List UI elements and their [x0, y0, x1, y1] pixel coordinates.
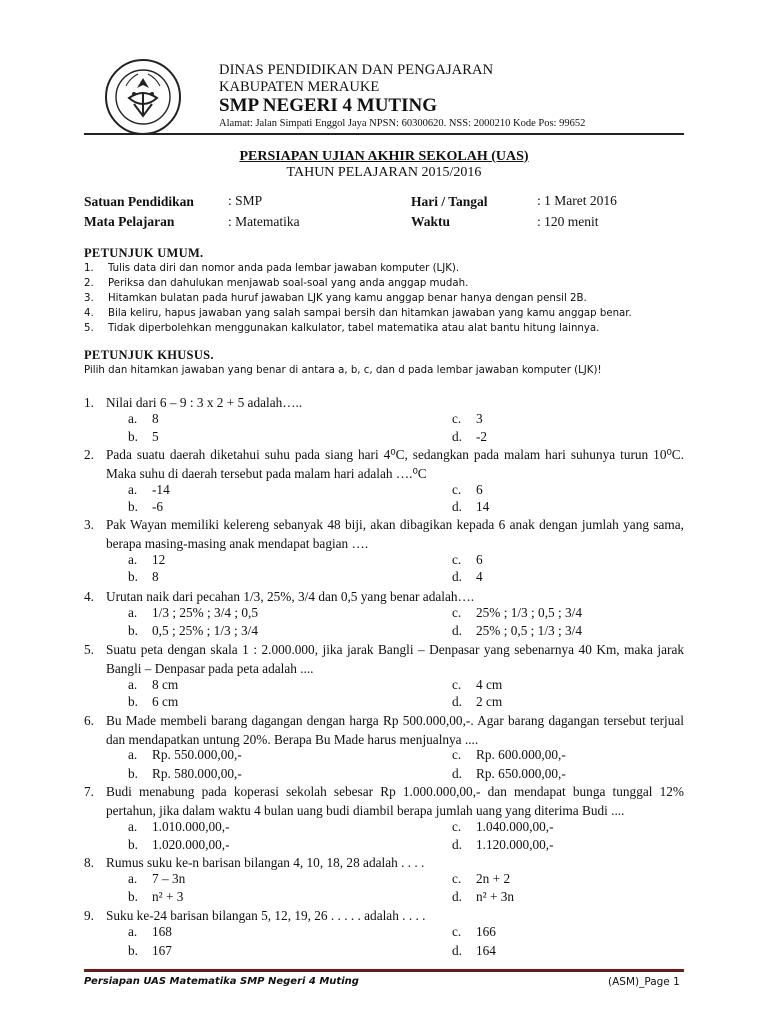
exam-title: PERSIAPAN UJIAN AKHIR SEKOLAH (UAS) — [239, 149, 529, 164]
question-4-option-b: b. 0,5 ; 25% ; 1/3 ; 3/4 — [128, 623, 259, 638]
list-item: 2. Periksa dan dahulukan menjawab soal-soal yang anda anggap mudah. — [84, 278, 469, 289]
header-address: Alamat: Jalan Simpati Enggol Jaya NPSN: 60300620. NSS: 2000210 Kode Pos: 99652 — [219, 118, 586, 129]
question-5: 5. Suatu peta dengan skala 1 : 2.000.000, jika jarak Bangli – Denpasar yang sebenarnya 40 Km, maka jarak Bangli – Denpasar pada peta adalah .... — [84, 642, 684, 676]
unit-label: Satuan Pendidikan — [84, 194, 194, 209]
question-7-option-b: b. 1.020.000,00,- — [128, 837, 230, 852]
question-3-option-c: c. 6 — [452, 552, 483, 567]
footer-title: Persiapan UAS Matematika SMP Negeri 4 Muting — [84, 976, 359, 987]
footer-divider — [84, 969, 684, 972]
question-9-option-a: a. 168 — [128, 924, 172, 939]
question-5-option-b: b. 6 cm — [128, 694, 179, 709]
question-1-option-c: c. 3 — [452, 411, 483, 426]
question-7-option-d: d. 1.120.000,00,- — [452, 837, 554, 852]
question-2-option-c: c. 6 — [452, 482, 483, 497]
question-2-option-b: b. -6 — [128, 499, 164, 514]
question-9: 9. Suku ke-24 barisan bilangan 5, 12, 19, 26 . . . . . adalah . . . . — [84, 908, 426, 923]
question-2-option-a: a. -14 — [128, 482, 170, 497]
special-instructions-title: PETUNJUK KHUSUS. — [84, 348, 214, 362]
time-value: : 120 menit — [537, 214, 599, 229]
list-item: 1. Tulis data diri dan nomor anda pada lembar jawaban komputer (LJK). — [84, 263, 460, 274]
header-region: KABUPATEN MERAUKE — [219, 79, 380, 95]
question-4: 4. Urutan naik dari pecahan 1/3, 25%, 3/4 dan 0,5 yang benar adalah…. — [84, 589, 475, 604]
question-8: 8. Rumus suku ke-n barisan bilangan 4, 10, 18, 28 adalah . . . . — [84, 855, 425, 870]
question-6-option-c: c. Rp. 600.000,00,- — [452, 747, 566, 762]
time-label: Waktu — [411, 214, 451, 229]
question-6: 6. Bu Made membeli barang dagangan dengan harga Rp 500.000,00,-. Agar barang dagangan tersebut terjual dan mendapatkan untung 20%. Berapa Bu Made harus menjualnya .... — [84, 713, 684, 747]
question-5-option-d: d. 2 cm — [452, 694, 503, 709]
question-1-option-a: a. 8 — [128, 411, 159, 426]
question-5-option-c: c. 4 cm — [452, 677, 503, 692]
unit-value: : SMP — [228, 193, 263, 208]
question-6-option-b: b. Rp. 580.000,00,- — [128, 766, 242, 781]
question-8-option-a: a. 7 – 3n — [128, 871, 186, 886]
question-8-option-d: d. n² + 3n — [452, 889, 515, 904]
subject-label: Mata Pelajaran — [84, 214, 175, 229]
day-label: Hari / Tangal — [411, 194, 488, 209]
general-instructions-list — [84, 261, 684, 336]
footer-page-number: (ASM)_Page 1 — [608, 976, 680, 988]
question-3: 3. Pak Wayan memiliki kelereng sebanyak 48 biji, akan dibagikan kepada 6 anak dengan jumlah yang sama, berapa masing-masing anak mendapat bagian …. — [84, 517, 684, 551]
question-6-option-a: a. Rp. 550.000,00,- — [128, 747, 242, 762]
question-4-option-d: d. 25% ; 0,5 ; 1/3 ; 3/4 — [452, 623, 583, 638]
question-3-option-a: a. 12 — [128, 552, 166, 567]
question-7-option-c: c. 1.040.000,00,- — [452, 819, 554, 834]
day-value: : 1 Maret 2016 — [537, 193, 617, 208]
question-5-option-a: a. 8 cm — [128, 677, 179, 692]
school-logo-icon — [104, 58, 182, 136]
subject-value: : Matematika — [228, 214, 300, 229]
question-7-option-a: a. 1.010.000,00,- — [128, 819, 230, 834]
special-instructions-text: Pilih dan hitamkan jawaban yang benar di antara a, b, c, dan d pada lembar jawaban komputer (LJK)! — [84, 365, 602, 376]
question-4-option-a: a. 1/3 ; 25% ; 3/4 ; 0,5 — [128, 605, 259, 620]
question-9-option-d: d. 164 — [452, 943, 496, 958]
question-8-option-b: b. n² + 3 — [128, 889, 184, 904]
question-7: 7. Budi menabung pada koperasi sekolah sebesar Rp 1.000.000,00,- dan mendapat bunga tunggal 12% pertahun, jika dalam waktu 4 bulan uang budi diambil berapa jumlah uang yang diterima Budi .... — [84, 784, 684, 818]
general-instructions-title: PETUNJUK UMUM. — [84, 246, 204, 260]
exam-year: TAHUN PELAJARAN 2015/2016 — [286, 165, 482, 180]
header-divider — [84, 133, 684, 135]
question-9-option-c: c. 166 — [452, 924, 496, 939]
question-2-option-d: d. 14 — [452, 499, 490, 514]
question-3-option-b: b. 8 — [128, 569, 159, 584]
question-1: 1. Nilai dari 6 – 9 : 3 x 2 + 5 adalah….. — [84, 395, 303, 410]
question-1-option-d: d. -2 — [452, 429, 488, 444]
question-4-option-c: c. 25% ; 1/3 ; 0,5 ; 3/4 — [452, 605, 583, 620]
question-2: 2. Pada suatu daerah diketahui suhu pada siang hari 4⁰C, sedangkan pada malam hari suhunya turun 10⁰C. Maka suhu di daerah tersebut pada malam hari adalah ….⁰C — [84, 447, 684, 481]
list-item: 3. Hitamkan bulatan pada huruf jawaban LJK yang kamu anggap benar hanya dengan pensil 2B. — [84, 293, 587, 304]
question-6-option-d: d. Rp. 650.000,00,- — [452, 766, 566, 781]
question-9-option-b: b. 167 — [128, 943, 172, 958]
question-1-option-b: b. 5 — [128, 429, 159, 444]
list-item: 5. Tidak diperbolehkan menggunakan kalkulator, tabel matematika atau alat bantu hitung lainnya. — [84, 323, 600, 334]
question-3-option-d: d. 4 — [452, 569, 483, 584]
question-8-option-c: c. 2n + 2 — [452, 871, 511, 886]
header-agency: DINAS PENDIDIKAN DAN PENGAJARAN — [219, 62, 494, 78]
list-item: 4. Bila keliru, hapus jawaban yang salah sampai bersih dan hitamkan jawaban yang kamu anggap benar. — [84, 308, 632, 319]
header-school-name: SMP NEGERI 4 MUTING — [219, 95, 437, 116]
